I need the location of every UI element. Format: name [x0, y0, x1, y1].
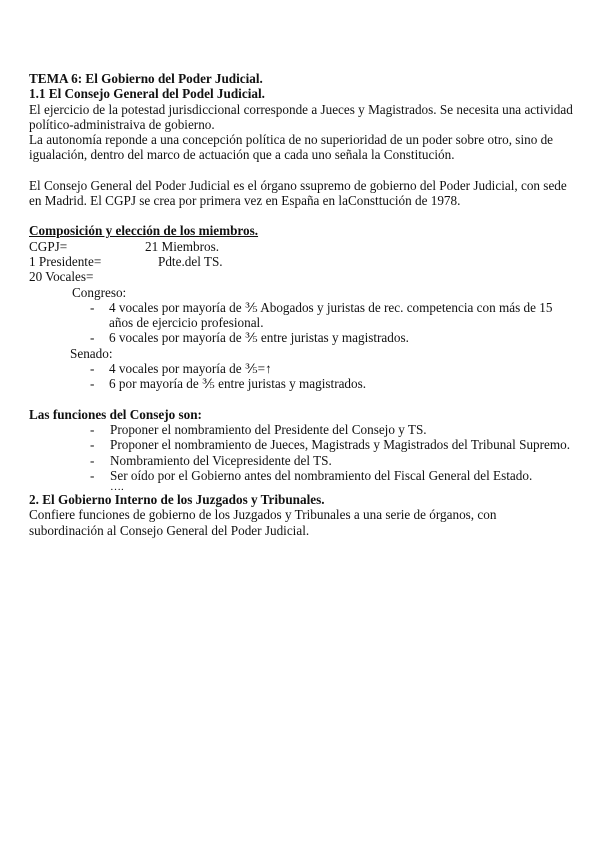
presidente-value: Pdte.del TS. — [158, 253, 223, 269]
presidente-label: 1 Presidente= — [29, 253, 102, 269]
spacer — [29, 163, 574, 178]
cgpj-row — [29, 239, 574, 254]
section-1-heading: 1.1 El Consejo General del Podel Judicial. — [29, 86, 265, 102]
composicion-heading: Composición y elección de los miembros. — [29, 223, 259, 239]
section-1-paragraph-3: El Consejo General del Poder Judicial es el órgano ssupremo de gobierno del Poder Judicial, con sede en Madrid. El CGPJ se crea por primera vez en España en laConsttución de 1978. — [29, 177, 567, 209]
congreso-list — [29, 300, 574, 346]
spacer — [29, 392, 574, 407]
list-item: - Nombramiento del Vicepresidente del TS. — [29, 453, 574, 468]
list-item: - 6 vocales por mayoría de ⅗ entre juristas y magistrados. — [29, 330, 574, 345]
spacer — [29, 208, 574, 223]
funciones-heading: Las funciones del Consejo son: — [29, 406, 202, 422]
list-item: - Proponer el nombramiento del Presidente del Consejo y TS. — [29, 422, 574, 437]
cgpj-value: 21 Miembros. — [145, 238, 219, 254]
section-1-paragraph-1: El ejercicio de la potestad jurisdiccional corresponde a Jueces y Magistrados. Se necesita una actividad político-administraiva de gobierno. — [29, 101, 573, 132]
list-item: - 6 por mayoría de ⅗ entre juristas y magistrados. — [29, 376, 574, 391]
list-item: - 4 vocales por mayoría de ⅗=↑ — [29, 361, 574, 376]
presidente-row — [29, 254, 574, 269]
section-2-heading: 2. El Gobierno Interno de los Juzgados y Tribunales. — [29, 492, 325, 508]
cgpj-label: CGPJ= — [29, 238, 68, 254]
senado-list — [29, 361, 574, 392]
section-2-paragraph: Confiere funciones de gobierno de los Juzgados y Tribunales a una serie de órganos, con subordinación al Consejo General del Poder Judicial. — [29, 507, 497, 538]
senado-label: Senado: — [70, 345, 113, 361]
document-title: TEMA 6: El Gobierno del Poder Judicial. — [29, 71, 263, 86]
funciones-ellipsis: …. — [110, 481, 124, 494]
congreso-label: Congreso: — [72, 284, 127, 300]
section-1-paragraph-2: La autonomía reponde a una concepción política de no superioridad de un poder sobre otro, sino de igualación, dentro del marco de actuación que a cada uno señala la Constitución. — [29, 132, 554, 163]
document-body — [29, 71, 574, 538]
list-item: - 4 vocales por mayoría de ⅗ Abogados y juristas de rec. competencia con más de 15 años de ejercicio profesional. — [29, 300, 574, 331]
funciones-list — [29, 422, 574, 483]
vocales-label: 20 Vocales= — [29, 269, 94, 285]
list-item: - Proponer el nombramiento de Jueces, Magistrads y Magistrados del Tribunal Supremo. — [29, 437, 574, 452]
list-item: - Ser oído por el Gobierno antes del nombramiento del Fiscal General del Estado. — [29, 468, 574, 483]
